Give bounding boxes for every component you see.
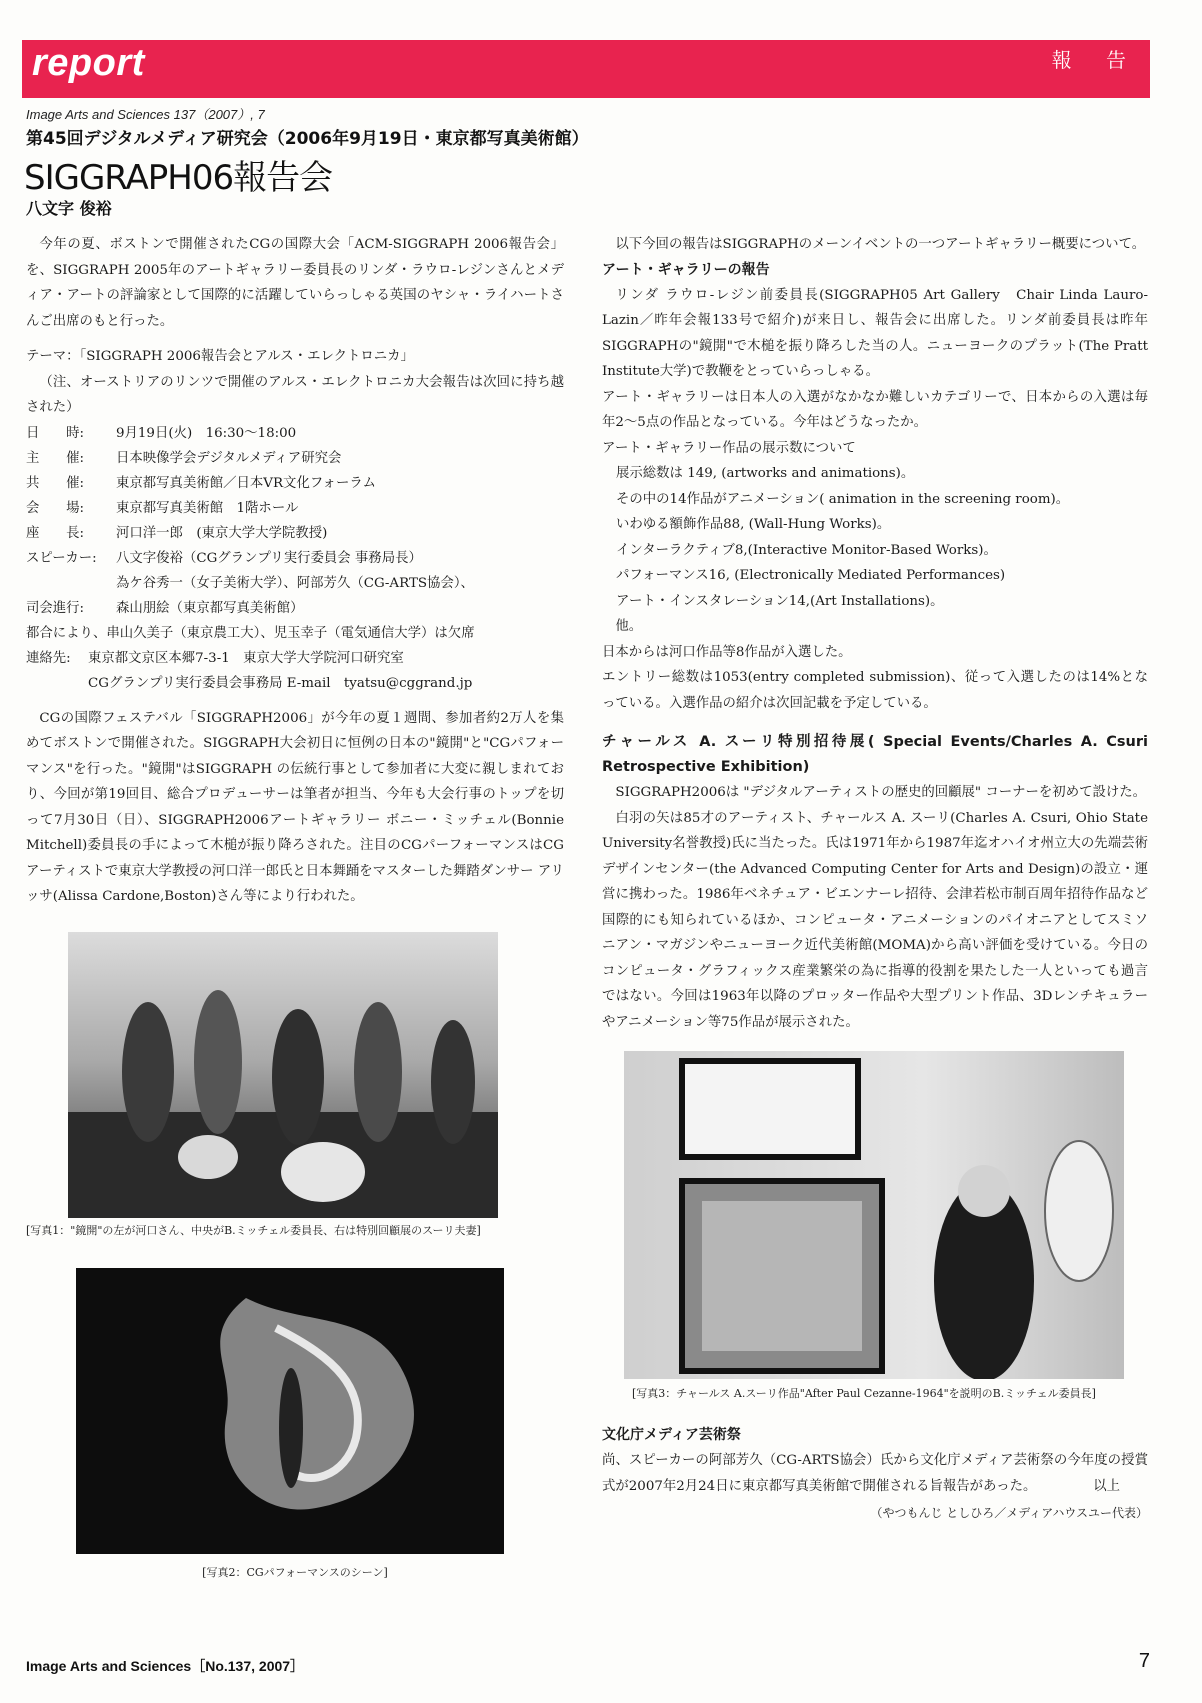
event-line: 第45回デジタルメディア研究会（2006年9月19日・東京都写真美術館） [26,129,589,149]
end-mark: 以上 [1093,1479,1120,1494]
citation: Image Arts and Sciences 137（2007）, 7 [26,107,265,122]
heading-bunka: 文化庁メディア芸術祭 [602,1427,741,1443]
list-item: その中の14作品がアニメーション( animation in the screening room)。 [616,491,1070,507]
caption-photo3: [写真3：チャールス A.スーリ作品"After Paul Cezanne-1964"を説明のB.ミッチェル委員長] [632,1387,1096,1400]
gallery-paragraph-2: アート・ギャラリーは日本人の入選がなかなか難しいカテゴリーで、日本からの入選は毎年2～5点の作品となっている。今年はどうなったか。 [602,389,1148,430]
theme: テーマ：「SIGGRAPH 2006報告会とアルス・エレクトロニカ」 [26,349,414,364]
japan-entries: 日本からは河口作品等8作品が入選した。 [602,644,852,660]
contact-row: 連絡先: 東京都文京区本郷7-3-1 東京大学大学院河口研究室 [26,650,404,666]
heading-csuri: チャールス A. スーリ特別招待展( Special Events/Charles A. Csuri Retrospective Exhibition) [602,734,1148,775]
performance-scene [76,1268,504,1554]
csuri-paragraph-2: 白羽の矢は85才のアーティスト、チャールス A. スーリ(Charles A. Csuri, Ohio State University名誉教授)氏に当たった。氏は1971年から1987年迄オハイオ州立大の先端芸術デザインセンター(the Advanced Computing Center for Arts and Design)の設立・運営に携わった。1986年ベネチュア・ビエンナーレ招待、会津若松市制百周年招待作品など国際的にも知られているほか、コンピュータ・アニメーションのパイオニアとしてスミソニアン・マガジンやニューヨーク近代美術館(MOMA)から高い評価を受けている。今日のコンピュータ・グラフィックス産業繁栄の為に指導的役割を果たした一人といっても過言ではない。今回は1963年以降のプロッター作品や大型プリント作品、3Dレンチキュラーやアニメーション等75作品が展示された。 [602,810,1148,1030]
page-title: SIGGRAPH06報告会 [24,158,333,198]
left-column [26,232,564,1580]
detail-row: 主 催: 日本映像学会デジタルメディア研究会 [26,450,342,466]
exhibit-list [602,461,1148,614]
photo-csuri-exhibit [624,1051,1124,1379]
detail-row: 為ケ谷秀一（女子美術大学）、阿部芳久（CG-ARTS協会）、 [116,575,474,591]
kanji-label: 報 告 [1051,48,1140,72]
csuri-paragraph-1: SIGGRAPH2006は "デジタルアーティストの歴史的回顧展" コーナーを初めて設けた。 [615,785,1147,800]
right-intro: 以下今回の報告はSIGGRAPHのメーンイベントの一つアートギャラリー概要について。 [615,237,1146,252]
kagamibiraki-figures [68,932,498,1218]
details-list [26,421,564,696]
photo-kagamibiraki [68,932,498,1218]
body-paragraph: CGの国際フェステバル「SIGGRAPH2006」が今年の夏１週間、参加者約2万人を集めてボストンで開催された。SIGGRAPH大会初日に恒例の日本の"鏡開"と"CGパフォーマンス"を行った。"鏡開"はSIGGRAPH の伝統行事として参加者に大変に親しまれており、今回が第19回目、総合プロデューサーは筆者が担当、今年も大会行事のトップを切って7月30日（日）、SIGGRAPH2006アートギャラリー ボニー・ミッチェル(Bonnie Mitchell)委員長の手によって木槌が振り降ろされた。注目のCGパーフォーマンスはCGアーティストで東京大学教授の河口洋一郎氏と日本舞踊をマスターした舞踏ダンサー アリッサ(Alissa Cardone,Boston)さん等により行われた。 [26,710,565,904]
intro-paragraph: 今年の夏、ボストンで開催されたCGの国際大会「ACM-SIGGRAPH 2006報告会」を、SIGGRAPH 2005年のアートギャラリー委員長のリンダ・ラウロ-レジンさんとメディア・アートの評論家として国際的に活躍していらっしゃる英国のヤシャ・ライハートさんご出席のもと行った。 [26,237,564,329]
page-number: 7 [1138,1650,1150,1672]
list-item: インターラクティブ8,(Interactive Monitor-Based Works)。 [616,542,997,558]
entries-total: エントリー総数は1053(entry completed submission)、従って入選したのは14%となっている。入選作品の紹介は次回記載を予定している。 [602,670,1148,711]
author-signature: （やつもんじ としひろ／メディアハウスユー代表） [870,1505,1148,1520]
list-item: アート・インスタレーション14,(Art Installations)。 [616,593,944,609]
detail-row: 共 催: 東京都写真美術館／日本VR文化フォーラム [26,475,376,491]
gallery-paragraph-1: リンダ ラウロ-レジン前委員長(SIGGRAPH05 Art Gallery Chair Linda Lauro-Lazin／昨年会報133号で紹介)が来日し、報告会に出席した。リンダ前委員長は昨年SIGGRAPHの"鏡開"で木槌を振り降ろした当の人。ニューヨークのプラット(The Pratt Institute大学)で教鞭をとっていらっしゃる。 [602,287,1148,379]
caption-photo2: [写真2：CGパフォーマンスのシーン] [202,1565,388,1579]
absent-note: 都合により、串山久美子（東京農工大）、児玉幸子（電気通信大学）は欠席 [26,625,475,641]
contact-email: CGグランプリ実行委員会事務局 E-mail tyatsu@cggrand.jp [88,675,473,691]
detail-row: 司会進行: 森山朋絵（東京都写真美術館） [26,600,304,616]
report-label: report [32,42,145,84]
exhibit-scene [624,1051,1124,1379]
list-item: いわゆる額飾作品88, (Wall-Hung Works)。 [616,517,891,532]
footer-journal: Image Arts and Sciences［No.137, 2007］ [26,1658,305,1674]
other-note: 他。 [615,619,643,634]
caption-photo1: [写真1："鏡開"の左が河口さん、中央がB.ミッチェル委員長、右は特別回顧展のスーリ夫妻] [26,1223,481,1237]
contact-row [26,671,564,696]
report-banner [22,40,1150,98]
detail-row: スピーカー: 八文字俊裕（CGグランプリ実行委員会 事務局長） [26,550,422,566]
list-item: 展示総数は 149, (artworks and animations)。 [616,466,915,481]
author: 八文字 俊裕 [26,199,112,218]
gallery-paragraph-3: アート・ギャラリー作品の展示数について [602,440,856,456]
heading-art-gallery: アート・ギャラリーの報告 [602,261,770,278]
detail-row: 会 場: 東京都写真美術館 1階ホール [26,500,299,516]
photo-cg-performance [76,1268,504,1554]
list-item: パフォーマンス16, (Electronically Mediated Performances) [616,568,1006,583]
detail-row: 日 時: 9月19日(火) 16:30～18:00 [26,425,297,441]
right-column [602,232,1148,1520]
detail-row: 座 長: 河口洋一郎 (東京大学大学院教授) [26,525,328,541]
bunka-paragraph: 尚、スピーカーの阿部芳久（CG-ARTS協会）氏から文化庁メディア芸術祭の今年度の授賞式が2007年2月24日に東京都写真美術館で開催される旨報告があった。 [602,1453,1148,1494]
theme-note: （注、オーストリアのリンツで開催のアルス・エレクトロニカ大会報告は次回に持ち越された） [26,374,564,415]
